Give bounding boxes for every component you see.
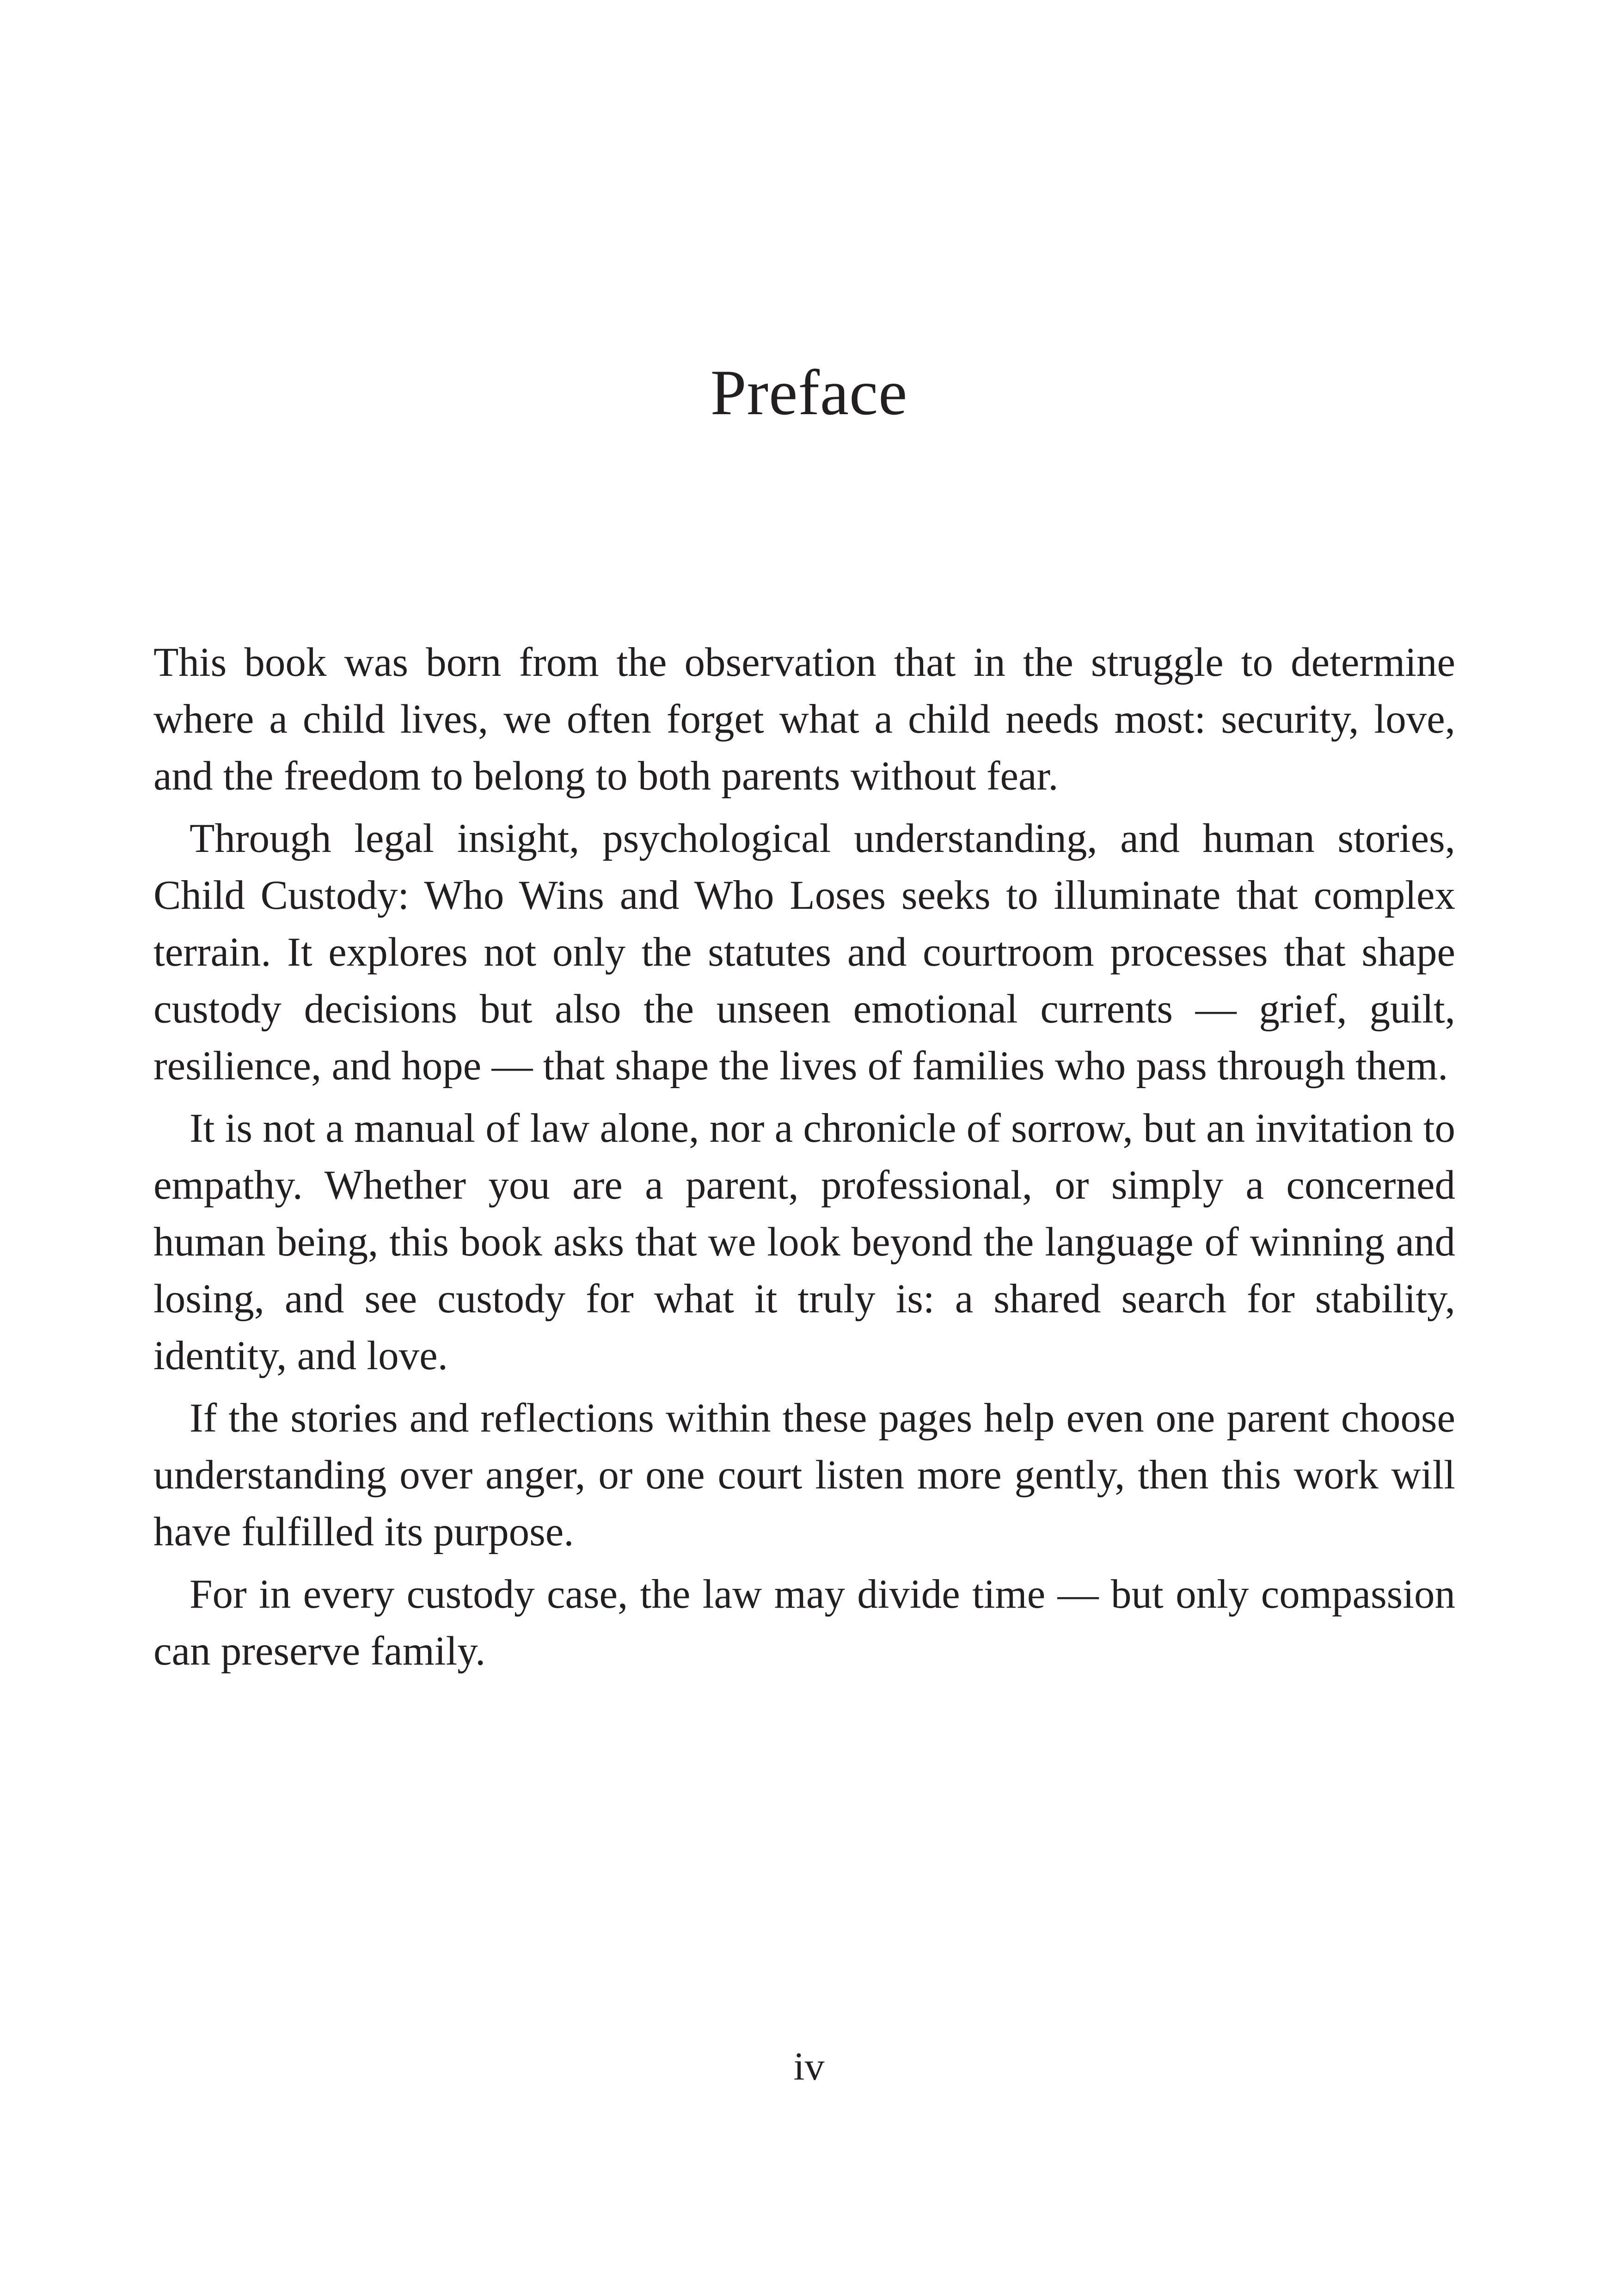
paragraph: This book was born from the observation that in the struggle to determine where a child lives, we often forget what a child needs most: security, love, and the freedom to belong to both parents without fear. [153, 640, 1455, 799]
page-number: iv [793, 2044, 825, 2088]
paragraph: For in every custody case, the law may divide time — but only compassion can preserve family. [153, 1572, 1455, 1674]
paragraph: It is not a manual of law alone, nor a chronicle of sorrow, but an invitation to empathy. Whether you are a parent, professional, or simply a concerned human being, this book asks that we look beyond the language of winning and losing, and see custody for what it truly is: a shared search for stability, identity, and love. [153, 1106, 1455, 1378]
page-title: Preface [710, 357, 908, 429]
paragraph: If the stories and reflections within these pages help even one parent choose understanding over anger, or one court listen more gently, then this work will have fulfilled its purpose. [153, 1396, 1455, 1555]
preface-body [153, 634, 1455, 1685]
paragraph: Through legal insight, psychological understanding, and human stories, Child Custody: Who Wins and Who Loses seeks to illuminate that complex terrain. It explores not only the statutes and courtroom processes that shape custody decisions but also the unseen emotional currents — grief, guilt, resilience, and hope — that shape the lives of families who pass through them. [153, 816, 1455, 1089]
